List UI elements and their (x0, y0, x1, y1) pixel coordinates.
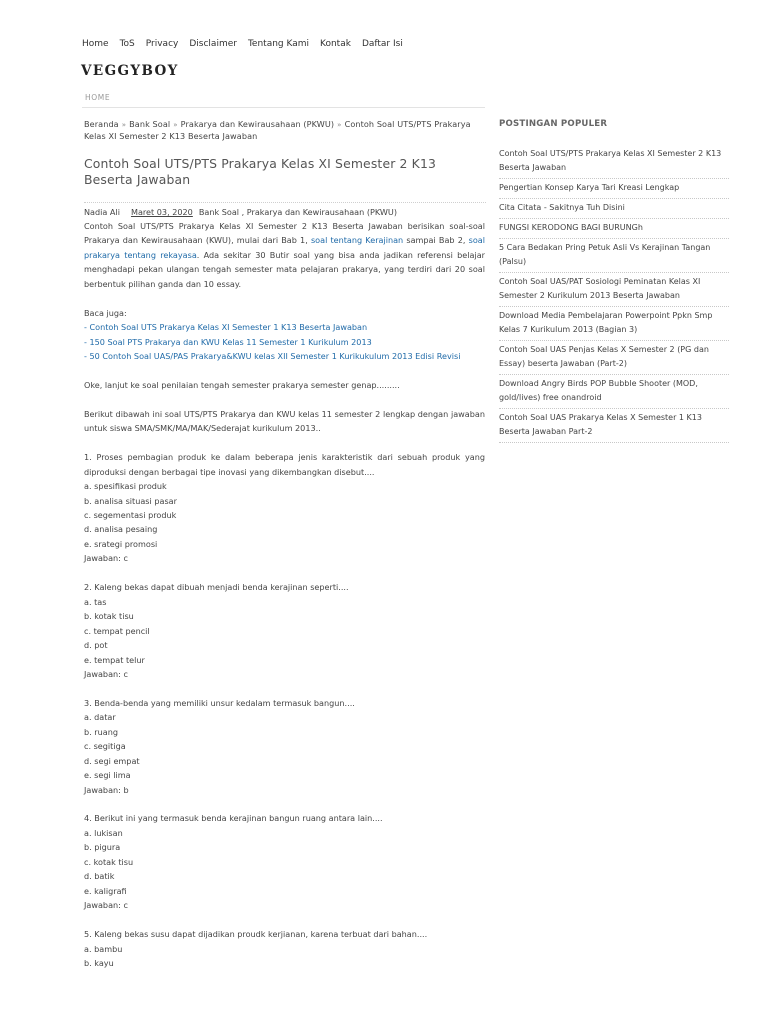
site-title[interactable]: VEGGYBOY (81, 63, 179, 79)
sidebar-popular-posts (499, 119, 729, 443)
list-item (499, 273, 729, 307)
list-item (499, 239, 729, 273)
preface-text: Berikut dibawah ini soal UTS/PTS Prakarya dan KWU kelas 11 semester 2 lengkap dengan jawaban untuk siswa SMA/SMK/MA/MAK/Sederajat kurikulum 2013.. (84, 408, 485, 434)
option: c. tempat pencil (84, 625, 150, 636)
option: a. spesifikasi produk (84, 481, 167, 492)
nav-tos[interactable]: ToS (119, 39, 135, 49)
option: a. datar (84, 712, 116, 723)
question-text: 1. Proses pembagian produk ke dalam beberapa jenis karakteristik dari sebuah produk yang diproduksi dengan berbagai tipe inovasi yang dikembangkan disebut.... (84, 452, 485, 477)
answer: Jawaban: b (84, 784, 129, 795)
popular-post-link[interactable]: Contoh Soal UAS Prakarya Kelas X Semester 1 K13 Beserta Jawaban Part-2 (499, 413, 702, 436)
option: c. kotak tisu (84, 856, 134, 867)
popular-post-link[interactable]: Cita Citata - Sakitnya Tuh Disini (499, 203, 625, 212)
breadcrumb-pkwu[interactable]: Prakarya dan Kewirausahaan (PKWU) (180, 119, 335, 129)
option: a. tas (84, 596, 107, 607)
option: c. segementasi produk (84, 510, 177, 520)
option: b. kayu (84, 957, 114, 968)
post-date[interactable]: Maret 03, 2020 (130, 207, 193, 217)
post-title: Contoh Soal UTS/PTS Prakarya Kelas XI Semester 2 K13 Beserta Jawaban (84, 156, 437, 187)
breadcrumb-bank-soal[interactable]: Bank Soal (129, 119, 171, 129)
breadcrumb-separator: » (173, 121, 178, 129)
question-text: 2. Kaleng bekas dapat dibuah menjadi benda kerajinan seperti.... (84, 582, 349, 593)
list-item (499, 307, 729, 341)
post-body (84, 219, 485, 970)
option: e. srategi promosi (84, 538, 158, 549)
related-link-2[interactable]: - 150 Soal PTS Prakarya dan KWU Kelas 11 Semester 1 Kurikulum 2013 (84, 336, 372, 347)
list-item (499, 409, 729, 443)
option: a. bambu (84, 943, 123, 954)
post-author[interactable]: Nadia Ali (84, 207, 120, 217)
intro-paragraph: Contoh Soal UTS/PTS Prakarya Kelas XI Semester 2 K13 Beserta Jawaban berisikan soal-soal Prakarya dan Kewirausahaan (KWU), mulai dari Bab 1, soal tentang Kerajinan sampai Bab 2, soal prakarya tentang rekayasa. Ada sekitar 30 Butir soal yang bisa anda jadikan referensi belajar menghadapi pekan ulangan tengah semester mata pelajaran prakarya, yang terdiri dari 20 soal berbentuk pilihan ganda dan 10 essay. (84, 221, 485, 289)
question-text: 5. Kaleng bekas susu dapat dijadikan proudk kerjianan, karena terbuat dari bahan.... (84, 929, 428, 940)
option: d. batik (84, 871, 115, 882)
list-item (499, 219, 729, 239)
answer: Jawaban: c (84, 553, 128, 564)
option: c. segitiga (84, 741, 126, 752)
related-link-1[interactable]: - Contoh Soal UTS Prakarya Kelas XI Semester 1 K13 Beserta Jawaban (84, 322, 368, 333)
baca-juga-label: Baca juga: (84, 307, 127, 318)
question-text: 4. Berikut ini yang termasuk benda kerajinan bangun ruang antara lain.... (84, 813, 383, 824)
option: e. segi lima (84, 770, 131, 781)
home-tab[interactable]: HOME (85, 93, 111, 102)
post-main (84, 119, 485, 970)
header-divider (82, 107, 485, 108)
breadcrumb-separator: » (121, 121, 127, 129)
nav-privacy[interactable]: Privacy (145, 39, 179, 49)
post-labels[interactable]: Bank Soal , Prakarya dan Kewirausahaan (PKWU) (198, 207, 397, 217)
question-text: 3. Benda-benda yang memiliki unsur kedalam termasuk bangun.... (84, 697, 355, 708)
list-item (499, 179, 729, 199)
nav-daftar-isi[interactable]: Daftar Isi (361, 39, 403, 49)
breadcrumb (84, 119, 485, 142)
popular-post-link[interactable]: Contoh Soal UAS/PAT Sosiologi Peminatan Kelas XI Semester 2 Kurikulum 2013 Beserta Jawaban (499, 277, 701, 300)
popular-post-link[interactable]: Contoh Soal UTS/PTS Prakarya Kelas XI Semester 2 K13 Beserta Jawaban (499, 149, 722, 172)
option: e. tempat telur (84, 654, 145, 665)
option: b. analisa situasi pasar (84, 495, 177, 506)
question-4 (84, 811, 485, 912)
option: d. analisa pesaing (84, 524, 158, 535)
popular-post-link[interactable]: Pengertian Konsep Karya Tari Kreasi Lengkap (499, 183, 680, 192)
breadcrumb-current: Contoh Soal UTS/PTS Prakarya Kelas XI Semester 2 K13 Beserta Jawaban (84, 119, 471, 141)
option: d. segi empat (84, 755, 140, 766)
question-2 (84, 580, 485, 681)
popular-post-link[interactable]: Contoh Soal UAS Penjas Kelas X Semester 2 (PG dan Essay) beserta Jawaban (Part-2) (499, 345, 709, 368)
question-1 (84, 450, 485, 566)
option: b. pigura (84, 842, 121, 853)
answer: Jawaban: c (84, 668, 128, 679)
list-item (499, 341, 729, 375)
breadcrumb-beranda[interactable]: Beranda (84, 119, 119, 129)
nav-disclaimer[interactable]: Disclaimer (189, 39, 237, 49)
popular-post-link[interactable]: Download Media Pembelajaran Powerpoint Ppkn Smp Kelas 7 Kurikulum 2013 (Bagian 3) (499, 311, 713, 334)
post-meta (84, 206, 485, 219)
option: a. lukisan (84, 827, 123, 838)
popular-post-link[interactable]: 5 Cara Bedakan Pring Petuk Asli Vs Kerajinan Tangan (Palsu) (499, 243, 711, 266)
question-3 (84, 696, 485, 797)
nav-home[interactable]: Home (82, 39, 109, 49)
link-soal-rekayasa[interactable]: soal prakarya tentang rekayasa (84, 235, 485, 260)
title-divider (84, 202, 486, 203)
popular-post-link[interactable]: Download Angry Birds POP Bubble Shooter (MOD, gold/lives) free onandroid (499, 379, 698, 402)
sidebar-title: POSTINGAN POPULER (499, 119, 608, 129)
nav-tentang-kami[interactable]: Tentang Kami (247, 39, 310, 49)
option: b. kotak tisu (84, 611, 134, 622)
option: b. ruang (84, 726, 118, 737)
transition-text: Oke, lanjut ke soal penilaian tengah semester prakarya semester genap......... (84, 379, 400, 390)
breadcrumb-separator: » (337, 121, 342, 129)
option: d. pot (84, 640, 108, 651)
related-link-3[interactable]: - 50 Contoh Soal UAS/PAS Prakarya&KWU kelas XII Semester 1 Kurikukulum 2013 Edisi Revisi (84, 351, 461, 362)
popular-post-link[interactable]: FUNGSI KERODONG BAGI BURUNGh (499, 223, 643, 232)
top-nav (82, 39, 403, 49)
option: e. kaligrafi (84, 885, 127, 896)
list-item (499, 375, 729, 409)
list-item (499, 144, 729, 179)
popular-posts-list (499, 144, 729, 443)
question-5 (84, 927, 485, 970)
answer: Jawaban: c (84, 900, 128, 911)
list-item (499, 199, 729, 219)
link-soal-kerajinan[interactable]: soal tentang Kerajinan (310, 235, 404, 246)
nav-kontak[interactable]: Kontak (320, 39, 351, 49)
